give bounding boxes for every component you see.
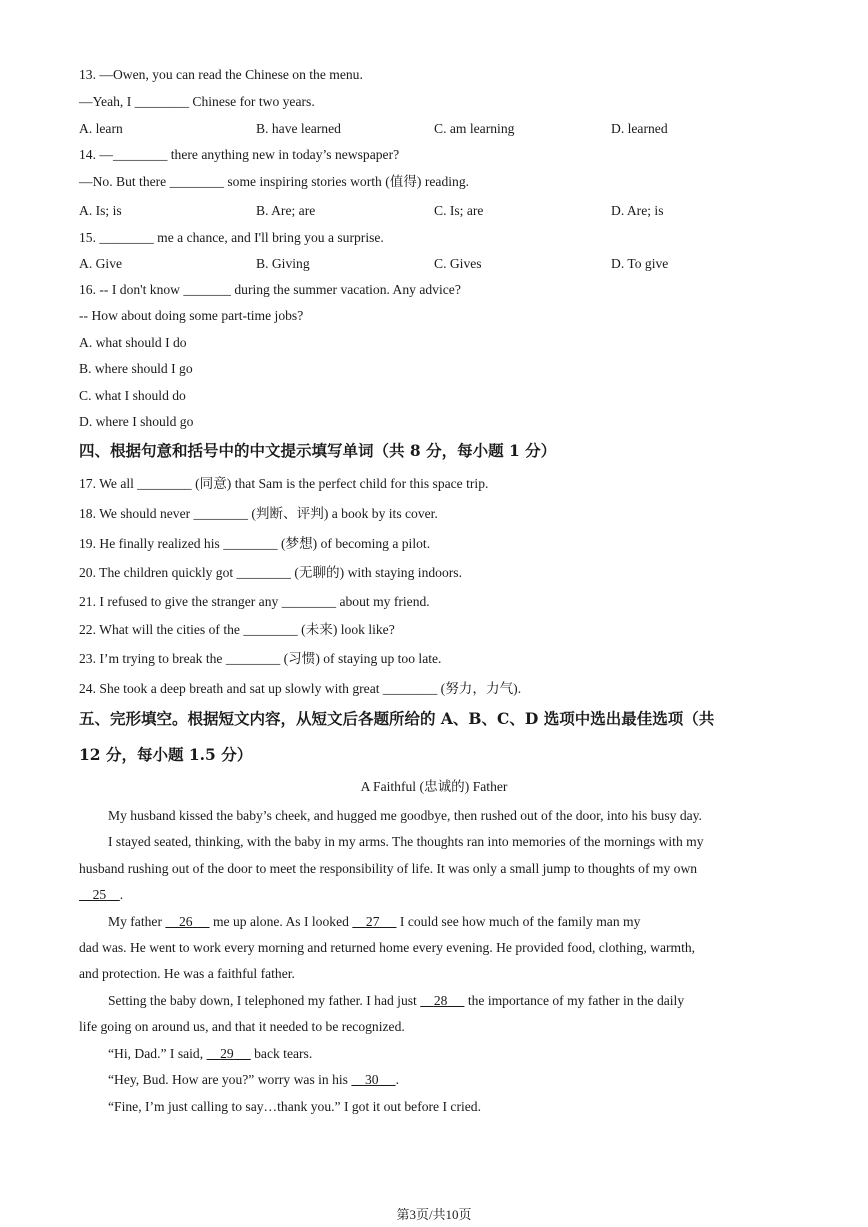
page-number-footer: 第3页/共10页 [396, 1207, 472, 1222]
q15-option-b: B. Giving [256, 256, 310, 271]
q13-option-d: D. learned [611, 121, 668, 136]
q16-option-b: B. where should I go [79, 361, 193, 376]
p3-text-post: I could see how much of the family man my [399, 914, 641, 929]
q14-reply: —No. But there ________ some inspiring stories worth (值得) reading. [79, 174, 470, 189]
section4-item-17: 17. We all ________ (同意) that Sam is the perfect child for this space trip. [79, 476, 489, 491]
p3-text-pre: My father [108, 914, 162, 929]
q14-option-b: B. Are; are [256, 203, 316, 218]
passage-p2-line3: 25 . [92, 887, 124, 902]
blank-28: 28 [433, 993, 448, 1008]
p5-text-pre: “Hi, Dad.” I said, [108, 1046, 204, 1061]
q16-option-d: D. where I should go [79, 414, 194, 429]
blank-27: 27 [365, 914, 380, 929]
passage-p2-line1: I stayed seated, thinking, with the baby in my arms. The thoughts ran into memories of the mornings with my [108, 834, 704, 849]
blank-29: 29 [220, 1046, 234, 1061]
q16-option-a: A. what should I do [79, 335, 187, 350]
q13-reply: —Yeah, I ________ Chinese for two years. [79, 94, 315, 109]
blank-26: 26 [178, 914, 193, 929]
q13-option-b: B. have learned [256, 121, 341, 136]
passage-p4-line1 [108, 992, 684, 1010]
p6-text-pre: “Hey, Bud. How are you?” worry was in his [108, 1072, 348, 1087]
passage-title: A Faithful (忠诚的) Father [360, 779, 508, 794]
q15-stem: 15. ________ me a chance, and I'll bring you a surprise. [79, 230, 384, 245]
q16-reply: -- How about doing some part-time jobs? [79, 308, 304, 323]
q16-option-c: C. what I should do [79, 388, 186, 403]
q14-stem: 14. —________ there anything new in today’s newspaper? [79, 147, 400, 162]
q15-option-d: D. To give [611, 256, 669, 271]
q16-stem: 16. -- I don't know _______ during the summer vacation. Any advice? [79, 282, 461, 297]
p4-text-post: the importance of my father in the daily [467, 993, 685, 1008]
section4-heading: 四、根据句意和括号中的中文提示填写单词（共 8 分，每小题 1 分） [79, 441, 557, 460]
q15-option-a: A. Give [79, 256, 123, 271]
q15-option-c: C. Gives [434, 256, 482, 271]
passage-p6: “Hey, Bud. How are you?” worry was in his 30 . [108, 1072, 399, 1087]
passage-p3-line2: dad was. He went to work every morning and returned home every evening. He provided food, clothing, warmth, [79, 940, 696, 955]
section5-heading-line1: 五、完形填空。根据短文内容，从短文后各题所给的 A、B、C、D 选项中选出最佳选项（共 [79, 709, 715, 728]
q13-stem: 13. —Owen, you can read the Chinese on the menu. [79, 67, 363, 82]
passage-p1: My husband kissed the baby’s cheek, and hugged me goodbye, then rushed out of the door, into his busy day. [108, 808, 702, 823]
q13-option-a: A. learn [79, 121, 123, 136]
p5-text-post: back tears. [254, 1046, 313, 1061]
p4-text-pre: Setting the baby down, I telephoned my father. I had just [108, 993, 417, 1008]
q14-option-a: A. Is; is [79, 203, 122, 218]
section4-item-18: 18. We should never ________ (判断、评判) a book by its cover. [79, 506, 438, 521]
section4-item-19: 19. He finally realized his ________ (梦想) of becoming a pilot. [79, 536, 431, 551]
section4-item-23: 23. I’m trying to break the ________ (习惯) of staying up too late. [79, 651, 442, 666]
section4-item-20: 20. The children quickly got ________ (无聊的) with staying indoors. [79, 565, 462, 580]
passage-p3-line1 [108, 913, 640, 931]
q13-option-c: C. am learning [434, 121, 515, 136]
passage-p3-line3: and protection. He was a faithful father. [79, 966, 295, 981]
q14-option-c: C. Is; are [434, 203, 484, 218]
section4-item-21: 21. I refused to give the stranger any ________ about my friend. [79, 594, 430, 609]
blank-30: 30 [364, 1072, 379, 1087]
section4-item-22: 22. What will the cities of the ________ (未来) look like? [79, 622, 395, 637]
blank-25: 25 [92, 887, 107, 902]
passage-p2-line2: husband rushing out of the door to meet the responsibility of life. It was only a small jump to thoughts of my own [79, 861, 698, 876]
passage-p5 [108, 1045, 312, 1063]
passage-p7: “Fine, I’m just calling to say…thank you.” I got it out before I cried. [108, 1099, 481, 1114]
p3-text-mid: me up alone. As I looked [212, 914, 349, 929]
passage-p4-line2: life going on around us, and that it needed to be recognized. [79, 1019, 405, 1034]
section4-item-24: 24. She took a deep breath and sat up slowly with great ________ (努力，力气). [79, 681, 522, 696]
section5-heading-line2: 12 分，每小题 1.5 分） [79, 745, 253, 764]
q14-option-d: D. Are; is [611, 203, 664, 218]
